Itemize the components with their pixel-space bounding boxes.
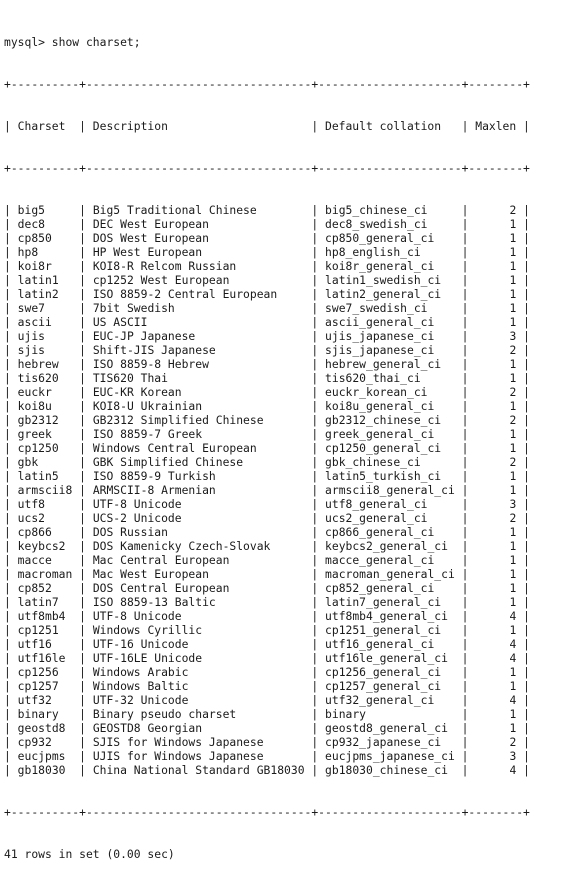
table-cell: GB2312 Simplified Chinese	[92, 413, 305, 427]
table-cell: Shift-JIS Japanese	[92, 343, 305, 357]
table-cell: cp866	[17, 525, 73, 539]
table-row: | utf16 | UTF-16 Unicode | utf16_general_ci | 4 |	[4, 637, 530, 651]
table-cell: DOS West European	[92, 231, 305, 245]
table-cell: hebrew	[17, 357, 73, 371]
table-cell: binary	[17, 707, 73, 721]
table-cell: euckr_korean_ci	[325, 385, 455, 399]
table-cell: 1	[475, 469, 517, 483]
table-cell: KOI8-U Ukrainian	[92, 399, 305, 413]
table-row: | ucs2 | UCS-2 Unicode | ucs2_general_ci | 2 |	[4, 511, 530, 525]
table-cell: 2	[475, 385, 517, 399]
table-cell: latin5_turkish_ci	[325, 469, 455, 483]
table-cell: dec8_swedish_ci	[325, 217, 455, 231]
table-cell: cp852_general_ci	[325, 581, 455, 595]
table-row: | macce | Mac Central European | macce_general_ci | 1 |	[4, 553, 530, 567]
table-cell: Windows Arabic	[92, 665, 305, 679]
table-row: | armscii8 | ARMSCII-8 Armenian | armscii8_general_ci | 1 |	[4, 483, 530, 497]
table-cell: 1	[475, 679, 517, 693]
table-cell: 1	[475, 217, 517, 231]
table-row: | latin2 | ISO 8859-2 Central European | latin2_general_ci | 1 |	[4, 287, 530, 301]
table-cell: latin2	[17, 287, 73, 301]
table-row: | tis620 | TIS620 Thai | tis620_thai_ci | 1 |	[4, 371, 530, 385]
table-cell: Windows Cyrillic	[92, 623, 305, 637]
table-cell: armscii8	[17, 483, 73, 497]
table-row: | latin7 | ISO 8859-13 Baltic | latin7_general_ci | 1 |	[4, 595, 530, 609]
table-cell: 2	[475, 343, 517, 357]
table-cell: latin2_general_ci	[325, 287, 455, 301]
table-cell: 4	[475, 693, 517, 707]
table-cell: gb2312_chinese_ci	[325, 413, 455, 427]
table-cell: EUC-JP Japanese	[92, 329, 305, 343]
table-cell: big5	[17, 203, 73, 217]
table-row: | cp932 | SJIS for Windows Japanese | cp932_japanese_ci | 2 |	[4, 735, 530, 749]
table-cell: gb18030	[17, 763, 73, 777]
table-cell: 7bit Swedish	[92, 301, 305, 315]
table-cell: UTF-16 Unicode	[92, 637, 305, 651]
table-cell: koi8r	[17, 259, 73, 273]
table-row: | cp866 | DOS Russian | cp866_general_ci | 1 |	[4, 525, 530, 539]
table-cell: 1	[475, 623, 517, 637]
table-cell: GBK Simplified Chinese	[92, 455, 305, 469]
table-cell: cp866_general_ci	[325, 525, 455, 539]
table-row: | cp1257 | Windows Baltic | cp1257_general_ci | 1 |	[4, 679, 530, 693]
table-cell: cp1257_general_ci	[325, 679, 455, 693]
table-cell: 1	[475, 245, 517, 259]
table-row: | big5 | Big5 Traditional Chinese | big5_chinese_ci | 2 |	[4, 203, 530, 217]
table-row: | latin5 | ISO 8859-9 Turkish | latin5_turkish_ci | 1 |	[4, 469, 530, 483]
table-row: | ascii | US ASCII | ascii_general_ci | 1 |	[4, 315, 530, 329]
result-table-body	[4, 203, 568, 777]
table-row: | euckr | EUC-KR Korean | euckr_korean_ci | 2 |	[4, 385, 530, 399]
table-cell: UTF-32 Unicode	[92, 693, 305, 707]
table-row: | cp850 | DOS West European | cp850_general_ci | 1 |	[4, 231, 530, 245]
table-cell: 1	[475, 595, 517, 609]
table-cell: 4	[475, 651, 517, 665]
table-cell: greek	[17, 427, 73, 441]
table-cell: utf32_general_ci	[325, 693, 455, 707]
table-cell: macroman	[17, 567, 73, 581]
table-cell: hp8	[17, 245, 73, 259]
table-cell: SJIS for Windows Japanese	[92, 735, 305, 749]
table-cell: 1	[475, 231, 517, 245]
table-cell: GEOSTD8 Georgian	[92, 721, 305, 735]
terminal-window[interactable]	[4, 7, 568, 875]
table-cell: dec8	[17, 217, 73, 231]
table-cell: keybcs2	[17, 539, 73, 553]
table-cell: cp932_japanese_ci	[325, 735, 455, 749]
table-cell: hp8_english_ci	[325, 245, 455, 259]
table-cell: cp850	[17, 231, 73, 245]
table-row: | keybcs2 | DOS Kamenicky Czech-Slovak | keybcs2_general_ci | 1 |	[4, 539, 530, 553]
table-cell: utf8mb4_general_ci	[325, 609, 455, 623]
table-cell: DOS Russian	[92, 525, 305, 539]
table-cell: latin1_swedish_ci	[325, 273, 455, 287]
table-cell: ucs2	[17, 511, 73, 525]
table-cell: 4	[475, 637, 517, 651]
table-cell: hebrew_general_ci	[325, 357, 455, 371]
table-row: | latin1 | cp1252 West European | latin1_swedish_ci | 1 |	[4, 273, 530, 287]
table-cell: cp850_general_ci	[325, 231, 455, 245]
table-cell: ISO 8859-13 Baltic	[92, 595, 305, 609]
table-cell: China National Standard GB18030	[92, 763, 305, 777]
table-cell: 1	[475, 567, 517, 581]
table-cell: UJIS for Windows Japanese	[92, 749, 305, 763]
result-summary: 41 rows in set (0.00 sec)	[4, 847, 175, 861]
table-cell: 2	[475, 511, 517, 525]
table-cell: gb2312	[17, 413, 73, 427]
table-cell: 1	[475, 483, 517, 497]
table-cell: ISO 8859-8 Hebrew	[92, 357, 305, 371]
table-cell: 3	[475, 329, 517, 343]
table-row: | binary | Binary pseudo charset | binary | 1 |	[4, 707, 530, 721]
table-cell: 2	[475, 413, 517, 427]
table-cell: UTF-8 Unicode	[92, 497, 305, 511]
table-cell: cp1250_general_ci	[325, 441, 455, 455]
table-cell: 2	[475, 735, 517, 749]
table-cell: 1	[475, 301, 517, 315]
table-cell: ujis	[17, 329, 73, 343]
table-row: | gb2312 | GB2312 Simplified Chinese | gb2312_chinese_ci | 2 |	[4, 413, 530, 427]
table-cell: sjis	[17, 343, 73, 357]
table-cell: Big5 Traditional Chinese	[92, 203, 305, 217]
table-row: | sjis | Shift-JIS Japanese | sjis_japanese_ci | 2 |	[4, 343, 530, 357]
table-cell: utf8mb4	[17, 609, 73, 623]
table-cell: HP West European	[92, 245, 305, 259]
table-cell: ISO 8859-9 Turkish	[92, 469, 305, 483]
table-row: | hp8 | HP West European | hp8_english_ci | 1 |	[4, 245, 530, 259]
table-cell: 1	[475, 721, 517, 735]
table-cell: Windows Central European	[92, 441, 305, 455]
table-cell: Mac West European	[92, 567, 305, 581]
table-cell: 1	[475, 399, 517, 413]
table-cell: ascii	[17, 315, 73, 329]
table-cell: Binary pseudo charset	[92, 707, 305, 721]
table-cell: ujis_japanese_ci	[325, 329, 455, 343]
table-border-header: +----------+---------------------------------+---------------------+--------+	[4, 161, 530, 175]
table-cell: keybcs2_general_ci	[325, 539, 455, 553]
table-cell: utf32	[17, 693, 73, 707]
table-cell: cp1252 West European	[92, 273, 305, 287]
table-row: | cp1250 | Windows Central European | cp1250_general_ci | 1 |	[4, 441, 530, 455]
table-cell: 1	[475, 371, 517, 385]
table-cell: latin1	[17, 273, 73, 287]
table-cell: cp1251	[17, 623, 73, 637]
table-cell: UTF-8 Unicode	[92, 609, 305, 623]
table-cell: ascii_general_ci	[325, 315, 455, 329]
table-row: | utf16le | UTF-16LE Unicode | utf16le_general_ci | 4 |	[4, 651, 530, 665]
table-row: | gbk | GBK Simplified Chinese | gbk_chinese_ci | 2 |	[4, 455, 530, 469]
table-cell: cp1256_general_ci	[325, 665, 455, 679]
table-row: | utf32 | UTF-32 Unicode | utf32_general_ci | 4 |	[4, 693, 530, 707]
table-cell: cp1256	[17, 665, 73, 679]
table-cell: tis620_thai_ci	[325, 371, 455, 385]
table-cell: gbk_chinese_ci	[325, 455, 455, 469]
table-cell: koi8r_general_ci	[325, 259, 455, 273]
table-cell: 1	[475, 273, 517, 287]
table-cell: sjis_japanese_ci	[325, 343, 455, 357]
table-cell: geostd8_general_ci	[325, 721, 455, 735]
table-row: | gb18030 | China National Standard GB18030 | gb18030_chinese_ci | 4 |	[4, 763, 530, 777]
table-row: | macroman | Mac West European | macroman_general_ci | 1 |	[4, 567, 530, 581]
table-cell: utf16_general_ci	[325, 637, 455, 651]
table-cell: 1	[475, 553, 517, 567]
table-cell: 1	[475, 287, 517, 301]
table-cell: latin7_general_ci	[325, 595, 455, 609]
table-cell: macce	[17, 553, 73, 567]
table-cell: latin5	[17, 469, 73, 483]
table-cell: US ASCII	[92, 315, 305, 329]
table-cell: 3	[475, 749, 517, 763]
table-cell: Windows Baltic	[92, 679, 305, 693]
table-row: | cp1251 | Windows Cyrillic | cp1251_general_ci | 1 |	[4, 623, 530, 637]
table-cell: gbk	[17, 455, 73, 469]
table-cell: utf16le	[17, 651, 73, 665]
table-cell: big5_chinese_ci	[325, 203, 455, 217]
table-cell: 4	[475, 609, 517, 623]
table-row: | koi8r | KOI8-R Relcom Russian | koi8r_general_ci | 1 |	[4, 259, 530, 273]
table-cell: utf16	[17, 637, 73, 651]
table-cell: swe7	[17, 301, 73, 315]
table-cell: eucjpms_japanese_ci	[325, 749, 455, 763]
table-cell: utf8_general_ci	[325, 497, 455, 511]
table-cell: DOS Kamenicky Czech-Slovak	[92, 539, 305, 553]
table-cell: UCS-2 Unicode	[92, 511, 305, 525]
table-cell: DOS Central European	[92, 581, 305, 595]
table-cell: cp1257	[17, 679, 73, 693]
table-cell: cp1251_general_ci	[325, 623, 455, 637]
table-cell: KOI8-R Relcom Russian	[92, 259, 305, 273]
table-cell: cp932	[17, 735, 73, 749]
table-cell: 4	[475, 763, 517, 777]
table-row: | utf8mb4 | UTF-8 Unicode | utf8mb4_general_ci | 4 |	[4, 609, 530, 623]
table-header-row: | Charset | Description | Default collation | Maxlen |	[4, 119, 530, 133]
table-border-top: +----------+---------------------------------+---------------------+--------+	[4, 77, 530, 91]
table-cell: ucs2_general_ci	[325, 511, 455, 525]
table-cell: 1	[475, 441, 517, 455]
table-cell: 1	[475, 427, 517, 441]
table-row: | cp1256 | Windows Arabic | cp1256_general_ci | 1 |	[4, 665, 530, 679]
table-row: | greek | ISO 8859-7 Greek | greek_general_ci | 1 |	[4, 427, 530, 441]
table-row: | ujis | EUC-JP Japanese | ujis_japanese_ci | 3 |	[4, 329, 530, 343]
table-row: | utf8 | UTF-8 Unicode | utf8_general_ci | 3 |	[4, 497, 530, 511]
table-cell: DEC West European	[92, 217, 305, 231]
table-cell: latin7	[17, 595, 73, 609]
table-cell: geostd8	[17, 721, 73, 735]
table-cell: 3	[475, 497, 517, 511]
table-cell: swe7_swedish_ci	[325, 301, 455, 315]
table-cell: utf16le_general_ci	[325, 651, 455, 665]
table-cell: binary	[325, 707, 455, 721]
table-cell: macce_general_ci	[325, 553, 455, 567]
command-line: mysql> show charset;	[4, 35, 141, 49]
table-row: | geostd8 | GEOSTD8 Georgian | geostd8_general_ci | 1 |	[4, 721, 530, 735]
table-cell: eucjpms	[17, 749, 73, 763]
table-cell: 1	[475, 539, 517, 553]
table-cell: koi8u_general_ci	[325, 399, 455, 413]
table-cell: ISO 8859-7 Greek	[92, 427, 305, 441]
table-cell: 2	[475, 455, 517, 469]
table-row: | eucjpms | UJIS for Windows Japanese | eucjpms_japanese_ci | 3 |	[4, 749, 530, 763]
table-cell: Mac Central European	[92, 553, 305, 567]
table-cell: tis620	[17, 371, 73, 385]
table-cell: 1	[475, 665, 517, 679]
table-cell: 1	[475, 707, 517, 721]
table-row: | cp852 | DOS Central European | cp852_general_ci | 1 |	[4, 581, 530, 595]
table-cell: 1	[475, 315, 517, 329]
table-cell: 1	[475, 525, 517, 539]
table-cell: cp1250	[17, 441, 73, 455]
table-row: | dec8 | DEC West European | dec8_swedish_ci | 1 |	[4, 217, 530, 231]
table-row: | swe7 | 7bit Swedish | swe7_swedish_ci | 1 |	[4, 301, 530, 315]
table-cell: 1	[475, 581, 517, 595]
table-cell: macroman_general_ci	[325, 567, 455, 581]
table-row: | hebrew | ISO 8859-8 Hebrew | hebrew_general_ci | 1 |	[4, 357, 530, 371]
table-cell: gb18030_chinese_ci	[325, 763, 455, 777]
table-cell: 2	[475, 203, 517, 217]
table-cell: utf8	[17, 497, 73, 511]
table-cell: euckr	[17, 385, 73, 399]
table-row: | koi8u | KOI8-U Ukrainian | koi8u_general_ci | 1 |	[4, 399, 530, 413]
table-cell: ARMSCII-8 Armenian	[92, 483, 305, 497]
table-cell: armscii8_general_ci	[325, 483, 455, 497]
table-cell: ISO 8859-2 Central European	[92, 287, 305, 301]
table-cell: UTF-16LE Unicode	[92, 651, 305, 665]
table-cell: koi8u	[17, 399, 73, 413]
table-cell: EUC-KR Korean	[92, 385, 305, 399]
table-cell: 1	[475, 357, 517, 371]
table-cell: TIS620 Thai	[92, 371, 305, 385]
table-border-bottom: +----------+---------------------------------+---------------------+--------+	[4, 805, 530, 819]
table-cell: greek_general_ci	[325, 427, 455, 441]
table-cell: 1	[475, 259, 517, 273]
table-cell: cp852	[17, 581, 73, 595]
